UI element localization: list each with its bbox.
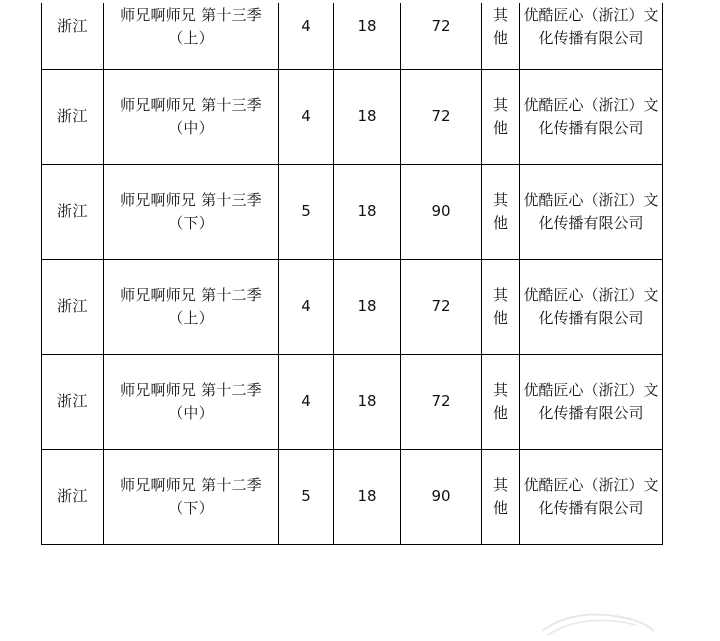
cell-company: 优酷匠心（浙江）文化传播有限公司: [520, 450, 663, 545]
cell-duration: 18: [334, 450, 401, 545]
cell-total: 72: [401, 260, 482, 355]
cell-region: 浙江: [42, 70, 104, 165]
cell-title: 师兄啊师兄 第十三季（上）: [104, 0, 279, 70]
cell-category-text: 其他: [493, 380, 509, 422]
cell-category: [482, 355, 520, 450]
cell-region: 浙江: [42, 165, 104, 260]
cell-title: 师兄啊师兄 第十三季（中）: [104, 70, 279, 165]
cell-title: 师兄啊师兄 第十二季（上）: [104, 260, 279, 355]
table-row: [42, 165, 663, 260]
cell-title: 师兄啊师兄 第十二季（下）: [104, 450, 279, 545]
cell-episodes: 4: [279, 70, 334, 165]
cell-category: [482, 70, 520, 165]
cell-duration: 18: [334, 0, 401, 70]
cell-company: 优酷匠心（浙江）文化传播有限公司: [520, 355, 663, 450]
cell-episodes: 4: [279, 355, 334, 450]
table-body: [42, 0, 663, 545]
cell-region: 浙江: [42, 260, 104, 355]
program-record-table: [41, 0, 663, 545]
cell-duration: 18: [334, 355, 401, 450]
cell-category-text: 其他: [493, 95, 509, 137]
cell-episodes: 5: [279, 165, 334, 260]
cell-region: 浙江: [42, 450, 104, 545]
cell-total: 72: [401, 355, 482, 450]
cell-company: 优酷匠心（浙江）文化传播有限公司: [520, 0, 663, 70]
cell-company: 优酷匠心（浙江）文化传播有限公司: [520, 260, 663, 355]
cell-episodes: 4: [279, 260, 334, 355]
cell-duration: 18: [334, 70, 401, 165]
cell-company: 优酷匠心（浙江）文化传播有限公司: [520, 70, 663, 165]
table-row: [42, 260, 663, 355]
cell-category-text: 其他: [493, 285, 509, 327]
table-row: [42, 450, 663, 545]
cell-total: 72: [401, 0, 482, 70]
table-row: [42, 70, 663, 165]
cell-total: 90: [401, 165, 482, 260]
cell-category-text: 其他: [493, 475, 509, 517]
cell-episodes: 4: [279, 0, 334, 70]
cell-category: [482, 165, 520, 260]
cell-total: 72: [401, 70, 482, 165]
cell-category: [482, 450, 520, 545]
cell-category-text: 其他: [493, 5, 509, 47]
cell-episodes: 5: [279, 450, 334, 545]
cell-total: 90: [401, 450, 482, 545]
cell-title: 师兄啊师兄 第十二季（中）: [104, 355, 279, 450]
cell-duration: 18: [334, 260, 401, 355]
table-row: [42, 355, 663, 450]
page-top-crop-edge: [0, 0, 720, 3]
cell-title: 师兄啊师兄 第十三季（下）: [104, 165, 279, 260]
cell-category: [482, 260, 520, 355]
cell-duration: 18: [334, 165, 401, 260]
cell-category-text: 其他: [493, 190, 509, 232]
cell-region: 浙江: [42, 0, 104, 70]
table-row: [42, 0, 663, 70]
cell-region: 浙江: [42, 355, 104, 450]
cell-company: 优酷匠心（浙江）文化传播有限公司: [520, 165, 663, 260]
cell-category: [482, 0, 520, 70]
watermark-mark: [538, 605, 658, 637]
table-container: [41, 0, 662, 545]
